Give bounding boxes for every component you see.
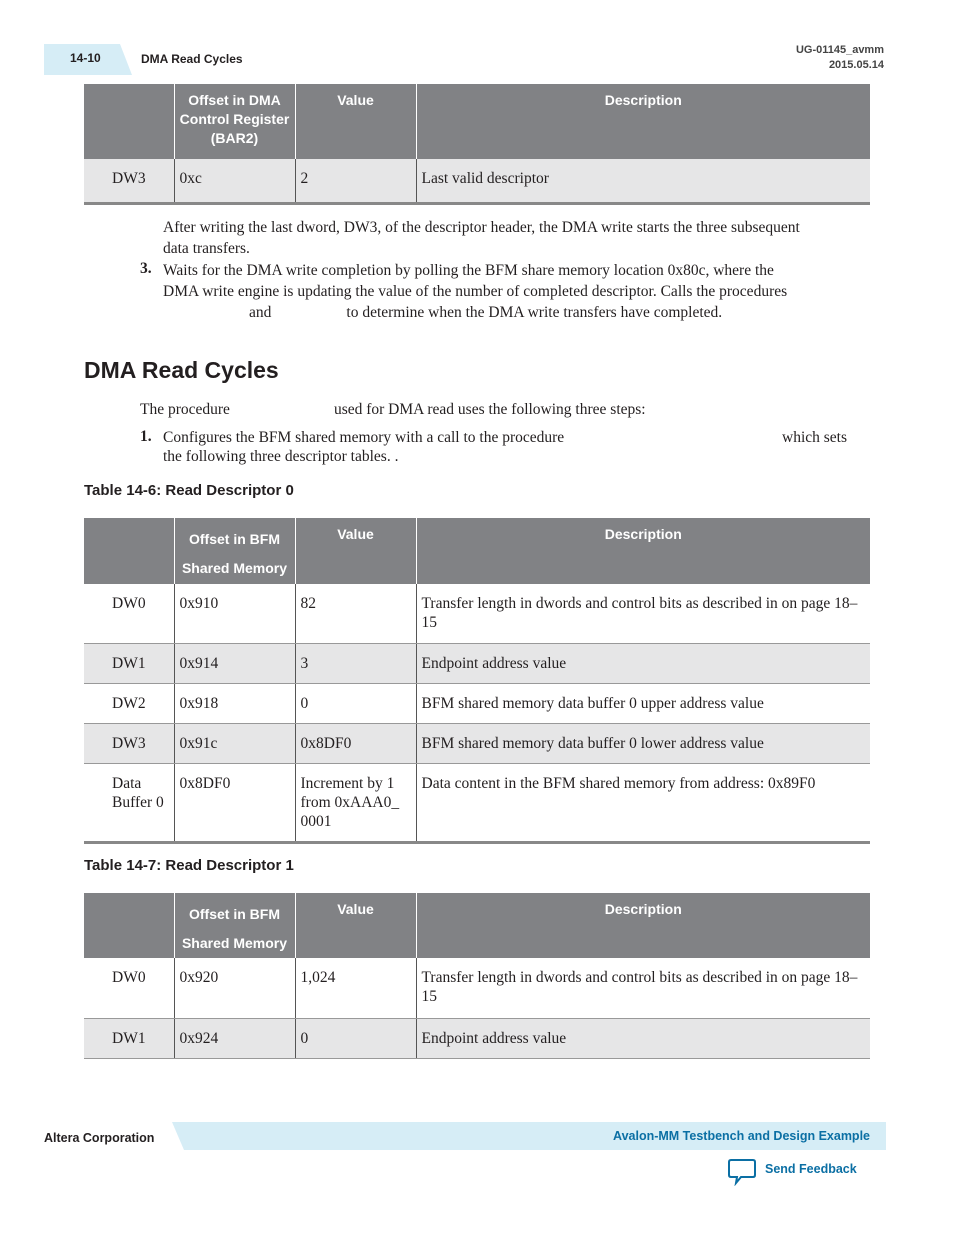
cell-dword: DW3 — [84, 159, 174, 203]
table-read-descriptor-0 — [84, 518, 870, 844]
cell-description: BFM shared memory data buffer 0 lower address value — [416, 723, 870, 763]
step-1-part-a: Configures the BFM shared memory with a call to the procedure — [163, 429, 565, 446]
cell-value: Increment by 1 from 0xAAA0_ 0001 — [295, 763, 416, 842]
col-header-offset: Offset in BFM Shared Memory — [174, 518, 295, 584]
table-row — [84, 159, 870, 203]
col-header-offset — [174, 84, 295, 159]
step-1-line-2: the following three descriptor tables. . — [163, 448, 399, 465]
step-3-line-1: Waits for the DMA write completion by polling the BFM share memory location 0x80c, where the — [163, 262, 774, 279]
step-3-tail: to determine when the DMA write transfers have completed. — [346, 304, 723, 321]
send-feedback-link[interactable]: Send Feedback — [765, 1162, 857, 1176]
step-3-number: 3. — [140, 260, 152, 277]
cell-dword: DW2 — [84, 683, 174, 723]
step-3-and: and — [249, 304, 272, 321]
table-7-caption: Table 14-7: Read Descriptor 1 — [84, 857, 294, 874]
col-header-description: Description — [416, 518, 870, 584]
table-row — [84, 584, 870, 643]
col-header — [84, 893, 174, 958]
table-row — [84, 763, 870, 842]
col-header — [84, 518, 174, 584]
cell-description: Transfer length in dwords and control bits as described in on page 18–15 — [416, 958, 870, 1018]
col-header-description: Description — [416, 84, 870, 159]
table-row — [84, 683, 870, 723]
page-number: 14-10 — [70, 51, 101, 65]
doc-id-block — [796, 43, 884, 73]
doc-date: 2015.05.14 — [828, 59, 884, 71]
cell-description: BFM shared memory data buffer 0 upper address value — [416, 683, 870, 723]
offset-header-text: Offset in DMA Control Register (BAR2) — [179, 92, 290, 146]
intro-part-a: The procedure — [140, 401, 230, 418]
table-row — [84, 958, 870, 1018]
cell-value: 1,024 — [295, 958, 416, 1018]
step-3-line-3 — [163, 302, 863, 323]
cell-description: Data content in the BFM shared memory from address: 0x89F0 — [416, 763, 870, 842]
table-row — [84, 1018, 870, 1058]
intro-part-b: used for DMA read uses the following three steps: — [333, 401, 646, 418]
cell-offset: 0x91c — [174, 723, 295, 763]
section-title: DMA Read Cycles — [84, 357, 279, 383]
doc-id: UG-01145_avmm — [795, 44, 884, 56]
cell-offset: 0x918 — [174, 683, 295, 723]
speech-bubble-icon[interactable] — [727, 1158, 757, 1186]
col-header-offset: Offset in BFM Shared Memory — [174, 893, 295, 958]
cell-offset: 0x924 — [174, 1018, 295, 1058]
col-header-value: Value — [295, 518, 416, 584]
footer-doc-title[interactable]: Avalon-MM Testbench and Design Example — [613, 1129, 870, 1143]
running-header-section: DMA Read Cycles — [141, 52, 243, 66]
col-header-value: Value — [295, 84, 416, 159]
step-1-line-1 — [163, 428, 863, 447]
cell-value: 3 — [295, 643, 416, 683]
cell-value: 82 — [295, 584, 416, 643]
cell-description: Last valid descriptor — [416, 159, 870, 203]
intro-paragraph — [140, 399, 860, 420]
table-6-caption: Table 14-6: Read Descriptor 0 — [84, 482, 294, 499]
cell-value: 2 — [295, 159, 416, 203]
step-1-number: 1. — [140, 428, 152, 445]
footer-company: Altera Corporation — [44, 1131, 155, 1145]
step-1-part-b: which sets — [782, 429, 848, 446]
cell-value: 0x8DF0 — [295, 723, 416, 763]
cell-offset: 0x920 — [174, 958, 295, 1018]
cell-dword: DW0 — [84, 584, 174, 643]
paragraph-after-header: After writing the last dword, DW3, of the descriptor header, the DMA write starts the three subsequent data transfers. — [163, 219, 800, 257]
cell-dword: DW1 — [84, 643, 174, 683]
cell-dword: Data Buffer 0 — [84, 763, 174, 842]
step-1-text — [163, 428, 863, 466]
table-read-descriptor-1 — [84, 893, 870, 1059]
cell-offset: 0xc — [174, 159, 295, 203]
cell-offset: 0x910 — [174, 584, 295, 643]
table-row — [84, 723, 870, 763]
cell-offset: 0x914 — [174, 643, 295, 683]
cell-description: Endpoint address value — [416, 1018, 870, 1058]
step-3-line-2: DMA write engine is updating the value of the number of completed descriptor. Calls the procedures — [163, 283, 788, 300]
cell-description: Endpoint address value — [416, 643, 870, 683]
cell-dword: DW1 — [84, 1018, 174, 1058]
col-header — [84, 84, 174, 159]
cell-value: 0 — [295, 683, 416, 723]
cell-value: 0 — [295, 1018, 416, 1058]
col-header-description: Description — [416, 893, 870, 958]
step-3-text — [163, 260, 863, 323]
col-header-value: Value — [295, 893, 416, 958]
cell-description: Transfer length in dwords and control bits as described in on page 18–15 — [416, 584, 870, 643]
cell-offset: 0x8DF0 — [174, 763, 295, 842]
cell-dword: DW3 — [84, 723, 174, 763]
cell-dword: DW0 — [84, 958, 174, 1018]
table-dma-control-continued — [84, 84, 870, 205]
table-row — [84, 643, 870, 683]
